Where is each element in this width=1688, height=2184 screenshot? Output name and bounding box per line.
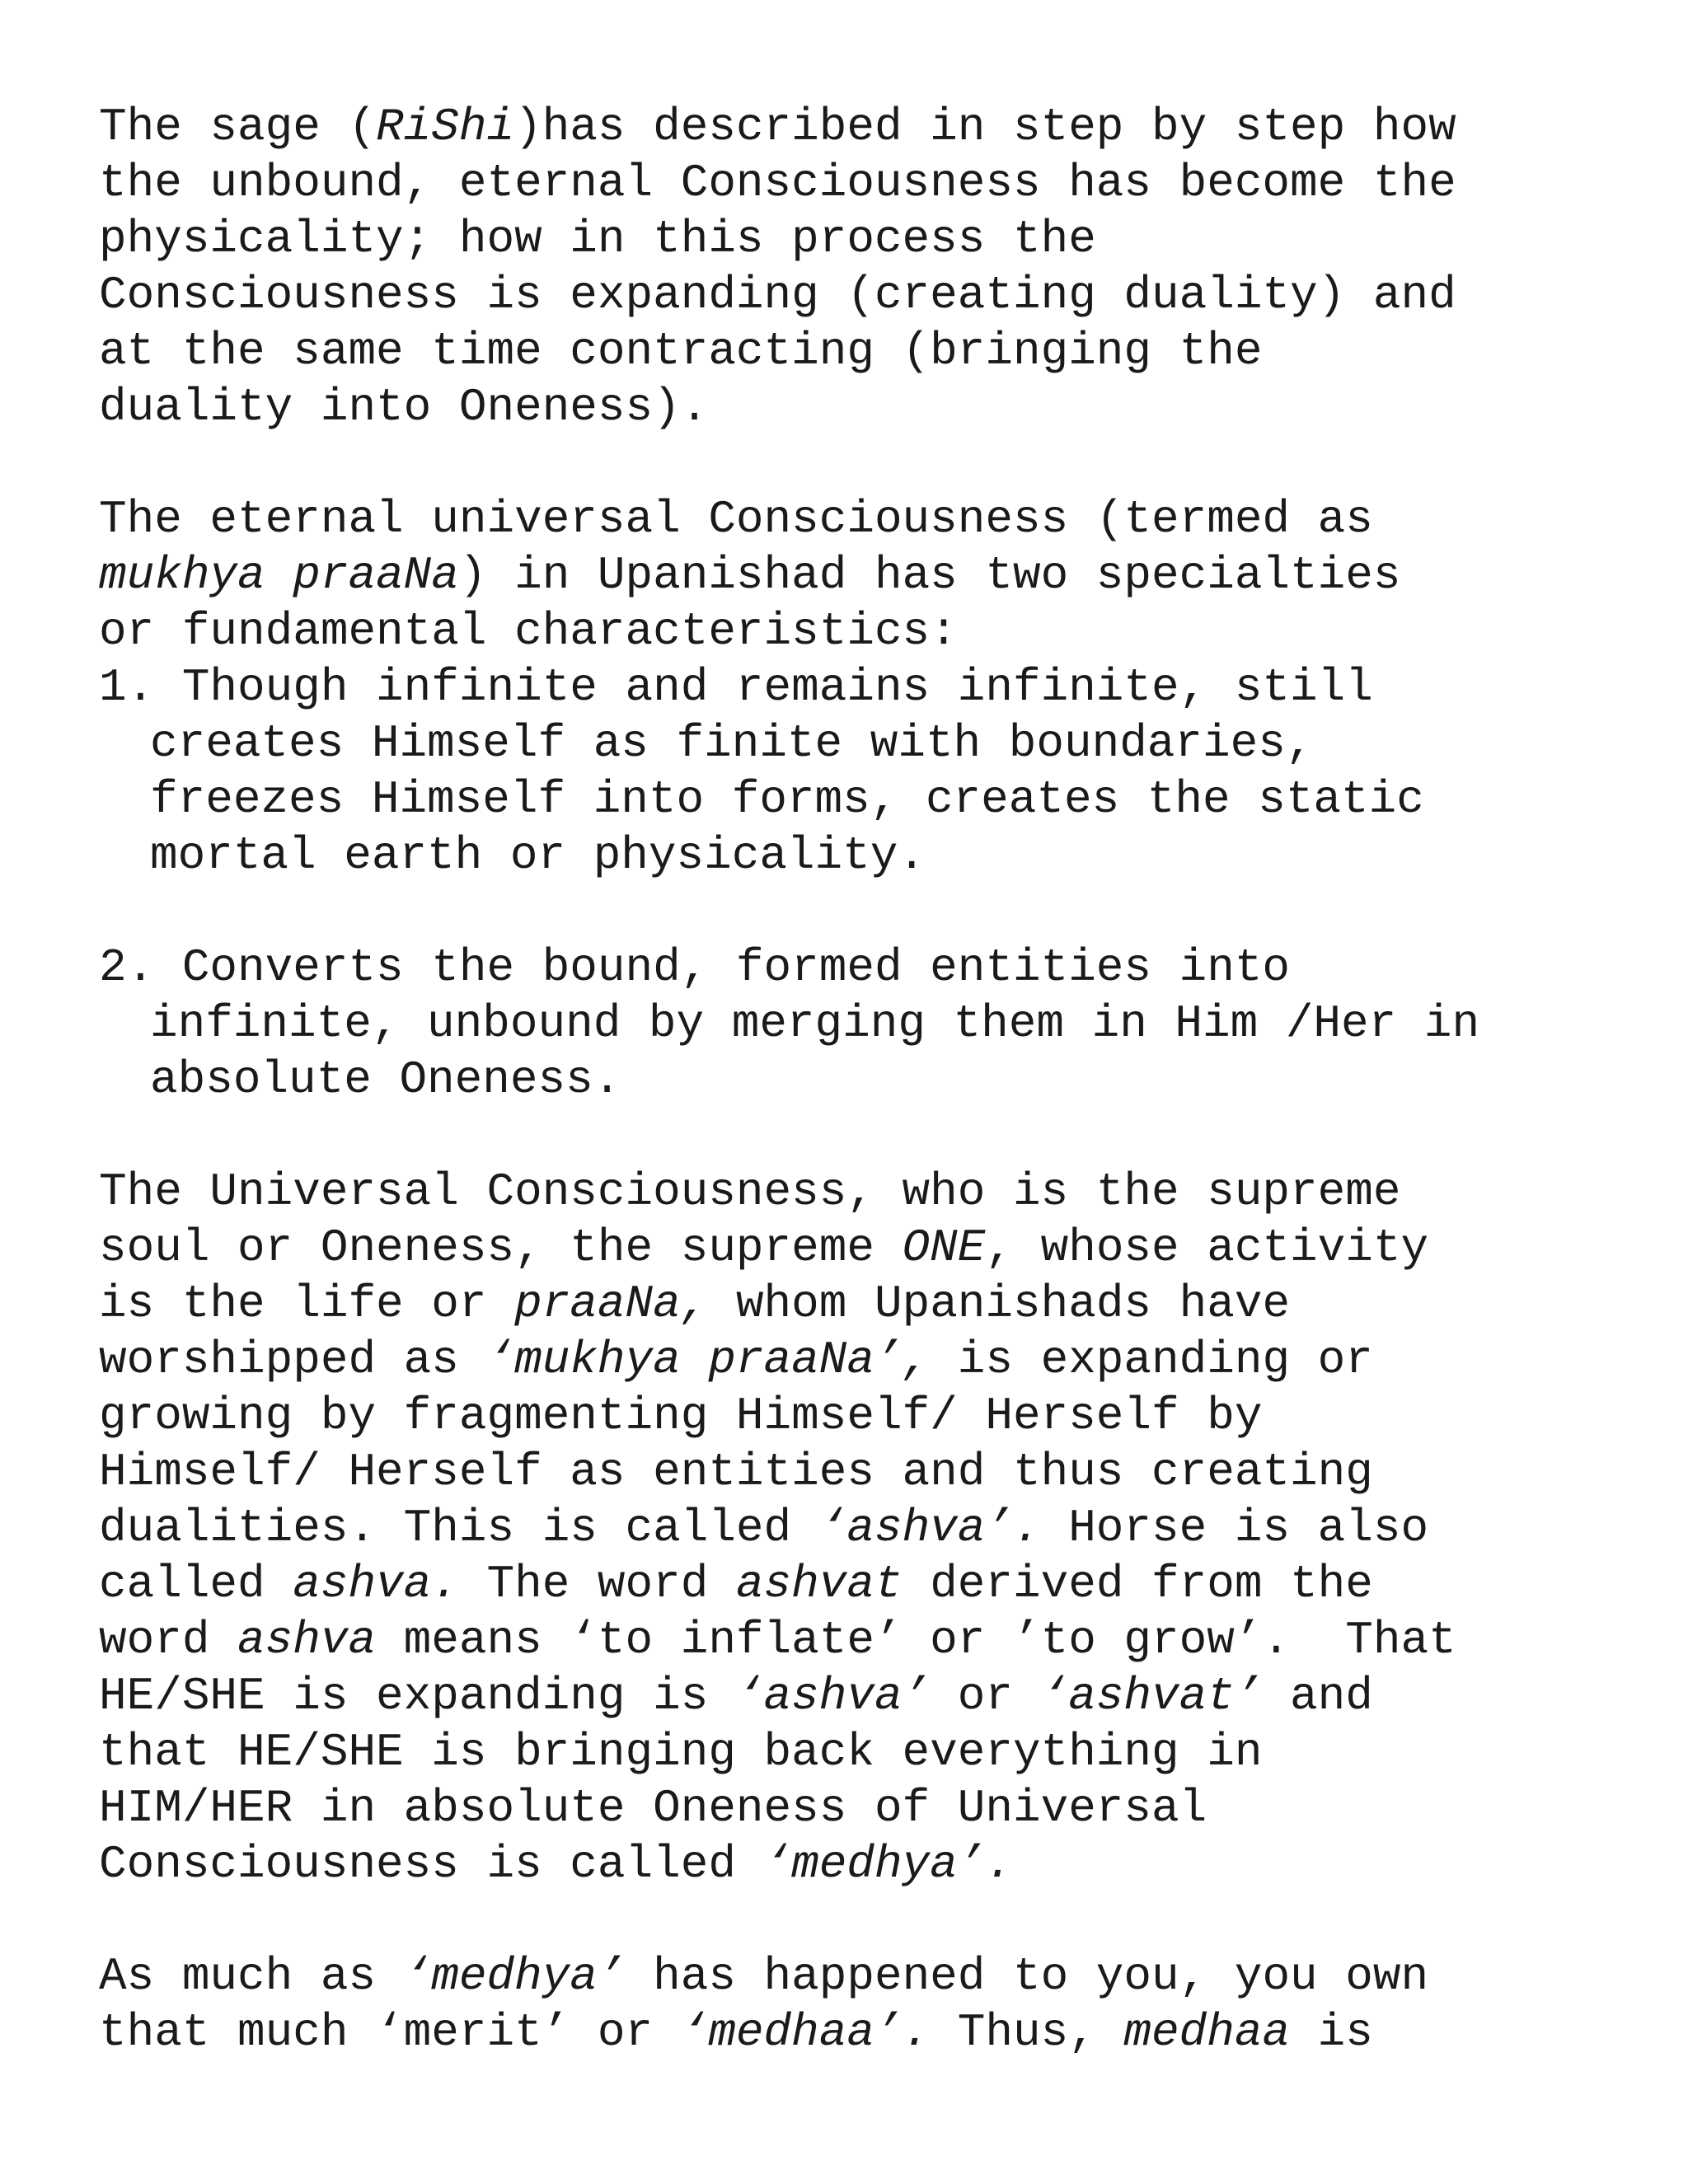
italic-term: ashvat xyxy=(735,1558,903,1610)
text-segment: 2. Converts the bound, formed entities into xyxy=(99,941,1291,994)
text-segment: , whose activity xyxy=(985,1221,1429,1274)
text-segment: is the life or xyxy=(99,1277,515,1330)
text-segment: has happened to you, you own xyxy=(625,1950,1429,2003)
text-segment: Himself/ Herself as entities and thus creating xyxy=(99,1446,1373,1498)
italic-term: mukhya praaNa xyxy=(99,549,459,602)
text-line xyxy=(99,211,1632,267)
text-line xyxy=(99,1332,1632,1388)
text-line xyxy=(99,715,1632,771)
text-line xyxy=(99,547,1632,603)
italic-term: ashva xyxy=(237,1614,377,1666)
text-segment: is xyxy=(1290,2006,1373,2059)
text-segment: worshipped as xyxy=(99,1333,487,1386)
text-segment: Consciousness is called xyxy=(99,1838,764,1891)
blank-line xyxy=(99,883,1632,940)
text-segment: The sage ( xyxy=(99,101,377,153)
italic-term: ONE xyxy=(902,1221,986,1274)
text-line xyxy=(99,1388,1632,1444)
italic-term: ashva. xyxy=(293,1558,459,1610)
text-segment: physicality; how in this process the xyxy=(99,213,1096,265)
italic-term: ‘ashvat’ xyxy=(1040,1670,1263,1722)
italic-term: ‘ashva’. xyxy=(818,1502,1041,1554)
paragraph-intro xyxy=(99,99,1632,435)
paragraph-merit xyxy=(99,1948,1632,2060)
text-line xyxy=(99,1444,1632,1500)
text-segment: Consciousness is expanding (creating duality) and xyxy=(99,269,1456,321)
text-line xyxy=(99,323,1632,379)
text-segment: growing by fragmenting Himself/ Herself by xyxy=(99,1390,1263,1442)
text-segment: ) in Upanishad has two specialties xyxy=(458,549,1401,602)
text-segment: mortal earth or physicality. xyxy=(150,829,926,882)
text-line xyxy=(99,659,1632,715)
italic-term: medhaa xyxy=(1123,2006,1291,2059)
text-segment: means ‘to inflate’ or ’to grow’. That xyxy=(376,1614,1456,1666)
text-segment: at the same time contracting (bringing the xyxy=(99,325,1263,377)
text-line xyxy=(99,1276,1632,1332)
text-segment: HE/SHE is expanding is xyxy=(99,1670,736,1722)
text-line xyxy=(99,1724,1632,1780)
text-segment: dualities. This is called xyxy=(99,1502,819,1554)
text-segment: soul or Oneness, the supreme xyxy=(99,1221,903,1274)
text-segment: The eternal universal Consciousness (termed as xyxy=(99,493,1373,546)
text-line xyxy=(99,771,1632,827)
text-line xyxy=(99,603,1632,659)
text-line xyxy=(99,379,1632,435)
text-segment: absolute Oneness. xyxy=(150,1053,621,1106)
text-line xyxy=(99,2004,1632,2060)
text-segment: freezes Himself into forms, creates the static xyxy=(150,773,1424,826)
text-segment: that much ‘merit’ or xyxy=(99,2006,681,2059)
italic-term: praaNa, xyxy=(514,1277,709,1330)
text-segment: is expanding or xyxy=(930,1333,1373,1386)
text-segment: creates Himself as finite with boundaries, xyxy=(150,717,1314,770)
italic-term: ‘medhya’ xyxy=(403,1950,626,2003)
text-line xyxy=(99,1220,1632,1276)
italic-term: ‘medhaa’. xyxy=(680,2006,931,2059)
text-segment: The word xyxy=(458,1558,736,1610)
text-line xyxy=(99,267,1632,323)
text-segment: called xyxy=(99,1558,293,1610)
text-segment: )has described in step by step how xyxy=(514,101,1456,153)
text-segment: and xyxy=(1262,1670,1373,1722)
paragraph-universal xyxy=(99,1164,1632,1892)
text-line xyxy=(99,1164,1632,1220)
text-segment: that HE/SHE is bringing back everything in xyxy=(99,1726,1263,1779)
text-segment: whom Upanishads have xyxy=(708,1277,1291,1330)
text-segment: The Universal Consciousness, who is the supreme xyxy=(99,1165,1401,1218)
text-segment: derived from the xyxy=(902,1558,1373,1610)
text-segment: word xyxy=(99,1614,238,1666)
text-segment: the unbound, eternal Consciousness has become the xyxy=(99,157,1456,209)
text-segment: or xyxy=(930,1670,1041,1722)
text-segment: infinite, unbound by merging them in Him /Her in xyxy=(150,997,1480,1050)
italic-term: ‘ashva’ xyxy=(735,1670,931,1722)
text-segment: Horse is also xyxy=(1040,1502,1429,1554)
text-line xyxy=(99,1500,1632,1556)
text-line xyxy=(99,827,1632,883)
paragraph-characteristics xyxy=(99,491,1632,1108)
text-line xyxy=(99,1556,1632,1612)
text-segment: 1. Though infinite and remains infinite, still xyxy=(99,661,1373,714)
text-segment: HIM/HER in absolute Oneness of Universal xyxy=(99,1782,1207,1835)
text-line xyxy=(99,1052,1632,1108)
text-line xyxy=(99,996,1632,1052)
text-line xyxy=(99,1836,1632,1892)
text-line xyxy=(99,491,1632,547)
text-line xyxy=(99,1948,1632,2004)
text-segment: Thus, xyxy=(930,2006,1124,2059)
text-line xyxy=(99,1668,1632,1724)
text-line xyxy=(99,155,1632,211)
italic-term: ‘medhya’. xyxy=(763,1838,1013,1891)
italic-term: ‘mukhya praaNa’, xyxy=(486,1333,931,1386)
text-segment: As much as xyxy=(99,1950,404,2003)
text-line xyxy=(99,1612,1632,1668)
text-line xyxy=(99,1780,1632,1836)
italic-term: RiShi xyxy=(376,101,515,153)
text-line xyxy=(99,99,1632,155)
document-page xyxy=(99,99,1632,2116)
text-segment: or fundamental characteristics: xyxy=(99,605,958,658)
text-segment: duality into Oneness). xyxy=(99,381,709,434)
text-line xyxy=(99,940,1632,996)
